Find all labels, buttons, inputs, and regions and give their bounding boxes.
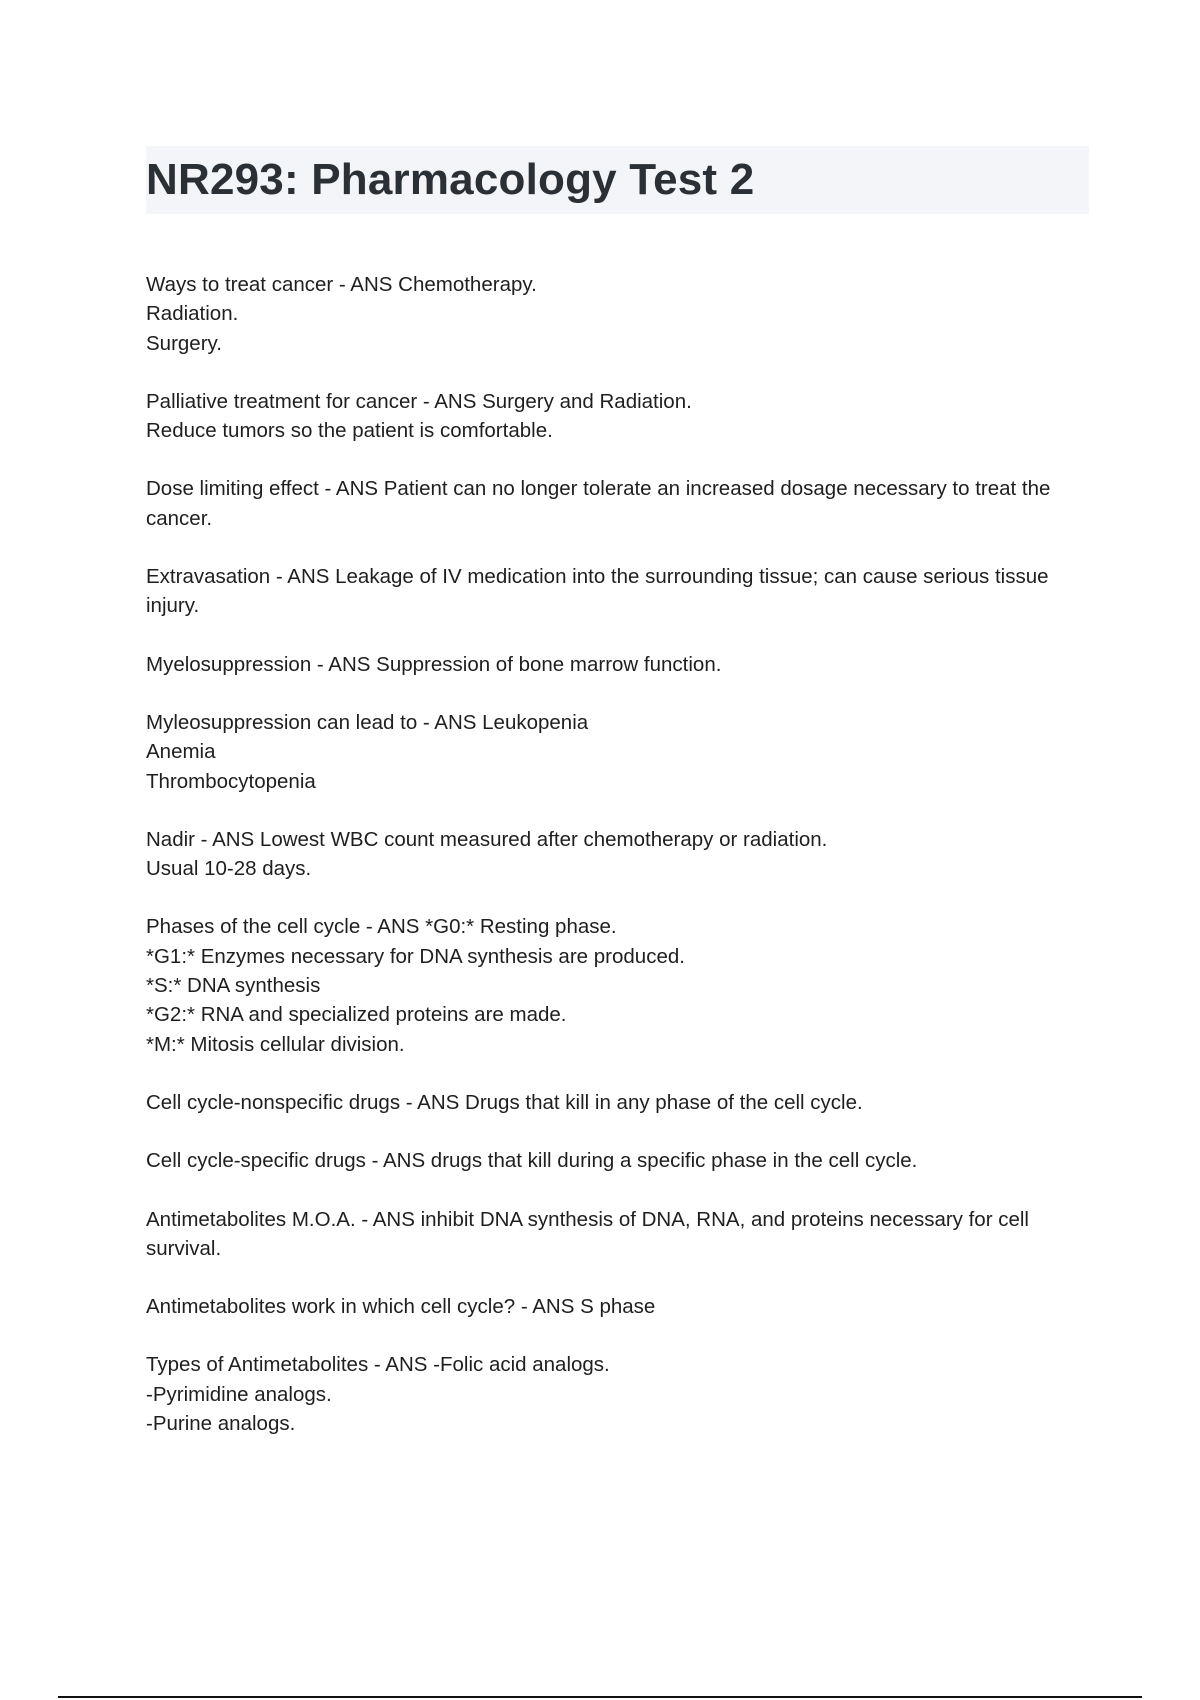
entry-line: *G2:* RNA and specialized proteins are made. [146, 1003, 567, 1027]
entry-line: Myleosuppression can lead to - ANS Leukopenia [146, 710, 589, 734]
entry-line: Surgery. [146, 331, 222, 355]
entry-line: Cell cycle-specific drugs - ANS drugs that kill during a specific phase in the cell cycle. [146, 1149, 918, 1173]
entry-line: Antimetabolites work in which cell cycle? - ANS S phase [146, 1295, 656, 1319]
document-title: NR293: Pharmacology Test 2 [146, 155, 755, 204]
flashcard-entry [146, 650, 1091, 679]
entry-line: Extravasation - ANS Leakage of IV medication into the surrounding tissue; can cause serious tissue injury. [146, 565, 1055, 618]
entry-line: Anemia [146, 740, 216, 764]
entry-line: *S:* DNA synthesis [146, 974, 321, 998]
flashcard-entry [146, 1350, 1091, 1438]
entry-line: -Pyrimidine analogs. [146, 1382, 332, 1406]
entry-line: Palliative treatment for cancer - ANS Surgery and Radiation. [146, 389, 692, 413]
footer-divider [58, 1696, 1142, 1698]
flashcard-entry [146, 474, 1091, 533]
entry-line: Nadir - ANS Lowest WBC count measured after chemotherapy or radiation. [146, 827, 828, 851]
flashcard-entry [146, 825, 1091, 884]
flashcard-entry [146, 708, 1091, 796]
title-banner [146, 146, 1089, 214]
entry-line: Usual 10-28 days. [146, 857, 312, 881]
entry-line: Dose limiting effect - ANS Patient can no longer tolerate an increased dosage necessary to treat the cancer. [146, 477, 1057, 530]
flashcard-entry [146, 562, 1091, 621]
flashcard-entry [146, 387, 1091, 446]
entry-line: Reduce tumors so the patient is comfortable. [146, 419, 553, 443]
flashcard-entry [146, 1146, 1091, 1175]
flashcard-entry [146, 1205, 1091, 1264]
entry-line: -Purine analogs. [146, 1412, 296, 1436]
entry-line: Antimetabolites M.O.A. - ANS inhibit DNA synthesis of DNA, RNA, and proteins necessary for cell survival. [146, 1207, 1035, 1260]
entry-line: Myelosuppression - ANS Suppression of bone marrow function. [146, 652, 722, 676]
entry-line: Types of Antimetabolites - ANS -Folic acid analogs. [146, 1353, 610, 1377]
entry-line: Radiation. [146, 302, 239, 326]
flashcard-list [146, 270, 1091, 1467]
flashcard-entry [146, 1088, 1091, 1117]
entry-line: Ways to treat cancer - ANS Chemotherapy. [146, 273, 537, 296]
entry-line: Thrombocytopenia [146, 769, 316, 793]
entry-line: Phases of the cell cycle - ANS *G0:* Resting phase. [146, 915, 617, 939]
flashcard-entry [146, 270, 1091, 358]
flashcard-entry [146, 912, 1091, 1058]
entry-line: *G1:* Enzymes necessary for DNA synthesis are produced. [146, 944, 685, 968]
entry-line: *M:* Mitosis cellular division. [146, 1032, 405, 1056]
flashcard-entry [146, 1292, 1091, 1321]
entry-line: Cell cycle-nonspecific drugs - ANS Drugs that kill in any phase of the cell cycle. [146, 1090, 863, 1114]
